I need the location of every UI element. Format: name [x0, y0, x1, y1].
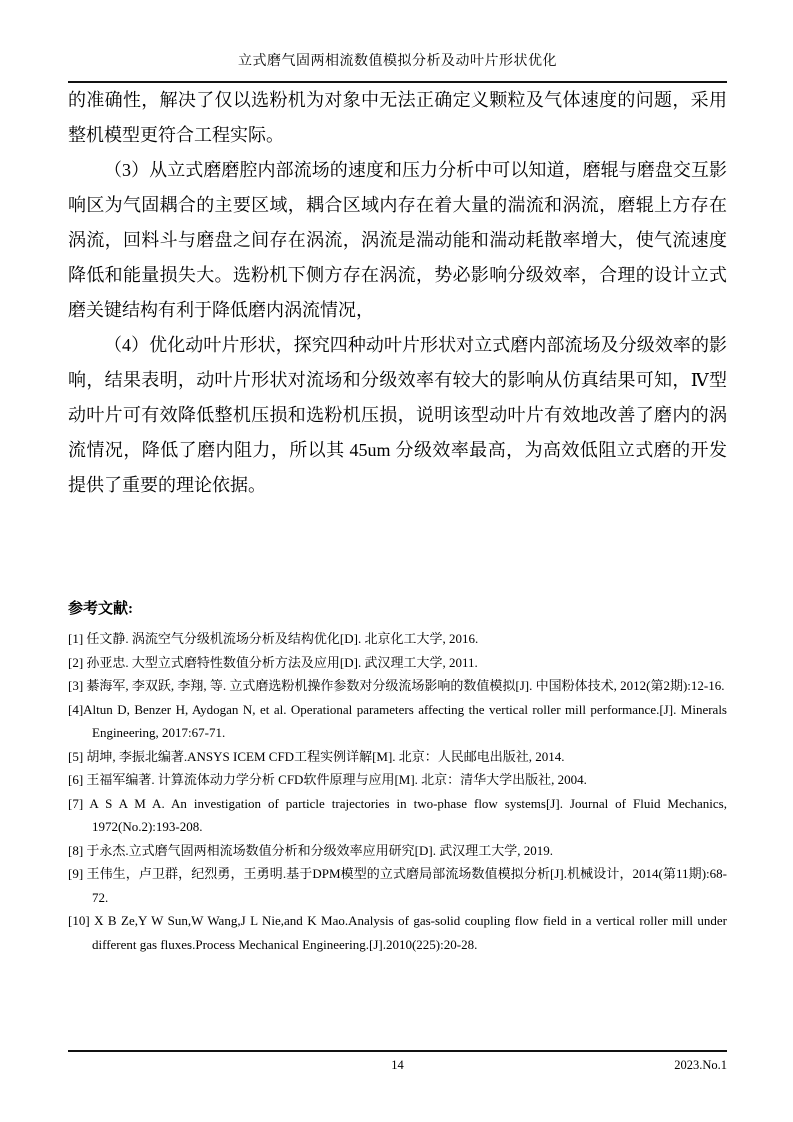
body-paragraph-point-4: （4）优化动叶片形状，探究四种动叶片形状对立式磨内部流场及分级效率的影响，结果表明，动叶片形状对流场和分级效率有较大的影响从仿真结果可知，Ⅳ型动叶片可有效降低整机压损和选粉机压损，说明该型动叶片有效地改善了磨内的涡流情况，降低了磨内阻力，所以其 45um 分级效率最高，为高效低阻立式磨的开发提供了重要的理论依据。: [68, 335, 727, 495]
reference-item: [3] 綦海军, 李双跃, 李翔, 等. 立式磨选粉机操作参数对分级流场影响的数值模拟[J]. 中国粉体技术, 2012(第2期):12-16.: [68, 678, 725, 693]
reference-item: [10] X B Ze,Y W Sun,W Wang,J L Nie,and K Mao.Analysis of gas-solid coupling flow field in a vertical roller mill under different gas fluxes.Process Mechanical Engineering.[J].2010(225):20-28.: [68, 913, 727, 952]
reference-item: [8] 于永杰.立式磨气固两相流场数值分析和分级效率应用研究[D]. 武汉理工大学, 2019.: [68, 842, 553, 858]
reference-item: [4]Altun D, Benzer H, Aydogan N, et al. Operational parameters affecting the vertical roller mill performance.[J]. Minerals Engineering, 2017:67-71.: [68, 701, 727, 740]
references-list: [68, 627, 727, 956]
reference-item: [6] 王福军编著. 计算流体动力学分析 CFD软件原理与应用[M]. 北京：清华大学出版社, 2004.: [68, 772, 587, 787]
references-heading: 参考文献:: [68, 601, 133, 617]
reference-item: [9] 王伟生，卢卫群，纪烈勇，王勇明.基于DPM模型的立式磨局部流场数值模拟分析[J].机械设计，2014(第11期):68-72.: [68, 866, 727, 905]
reference-item: [1] 任文静. 涡流空气分级机流场分析及结构优化[D]. 北京化工大学, 2016.: [68, 631, 479, 646]
body-text: [68, 83, 727, 503]
body-paragraph-point-3: （3）从立式磨磨腔内部流场的速度和压力分析中可以知道，磨辊与磨盘交互影响区为气固耦合的主要区域，耦合区域内存在着大量的湍流和涡流，磨辊上方存在涡流，回料斗与磨盘之间存在涡流，涡流是湍动能和湍动耗散率增大，使气流速度降低和能量损失大。选粉机下侧方存在涡流，势必影响分级效率，合理的设计立式磨关键结构有利于降低磨内涡流情况，: [68, 160, 727, 320]
reference-item: [5] 胡坤, 李振北编著.ANSYS ICEM CFD工程实例详解[M]. 北京：人民邮电出版社, 2014.: [68, 748, 565, 764]
running-head-title: 立式磨气固两相流数值模拟分析及动叶片形状优化: [238, 54, 557, 69]
page-footer: [68, 1050, 727, 1074]
issue-label: 2023.No.1: [674, 1058, 727, 1072]
page-number: 14: [391, 1058, 404, 1072]
body-paragraph-continuation: 的准确性，解决了仅以选粉机为对象中无法正确定义颗粒及气体速度的问题，采用整机模型更符合工程实际。: [68, 90, 727, 145]
footer-row: [68, 1056, 727, 1074]
page-content: [68, 0, 727, 956]
reference-item: [2] 孙亚忠. 大型立式磨特性数值分析方法及应用[D]. 武汉理工大学, 2011.: [68, 654, 478, 670]
page-header: [68, 0, 727, 83]
references-section: [68, 599, 727, 956]
footer-rule: [68, 1050, 727, 1052]
reference-item: [7] A S A M A. An investigation of particle trajectories in two-phase flow systems[J]. Journal of Fluid Mechanics, 1972(No.2):193-208.: [68, 795, 727, 834]
